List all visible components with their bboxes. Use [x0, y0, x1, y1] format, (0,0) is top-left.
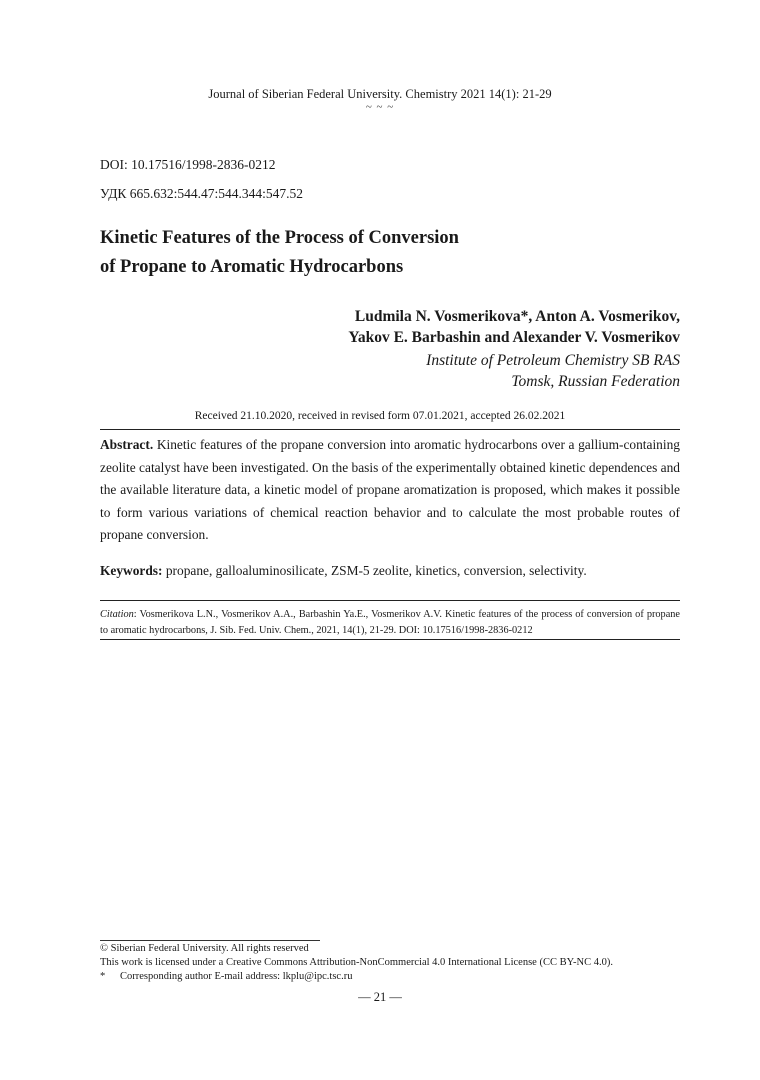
abstract-label: Abstract.	[100, 437, 154, 452]
doi: DOI: 10.17516/1998-2836-0212	[100, 157, 276, 172]
footnote-corresponding	[100, 970, 680, 984]
affiliation-location: Tomsk, Russian Federation	[511, 373, 680, 390]
keywords-label: Keywords:	[100, 563, 163, 578]
citation-top-rule	[100, 600, 680, 601]
footnote-corresponding-text: Corresponding author E-mail address: lkplu@ipc.tsc.ru	[120, 971, 353, 982]
citation-bottom-rule	[100, 639, 680, 640]
page-number: — 21 —	[358, 990, 402, 1004]
authors-line-1: Ludmila N. Vosmerikova*, Anton A. Vosmerikov,	[354, 308, 680, 325]
article-title	[100, 224, 660, 282]
affiliation-institute: Institute of Petroleum Chemistry SB RAS	[426, 352, 680, 369]
footnote-rule	[100, 940, 320, 941]
authors-line-2: Yakov E. Barbashin and Alexander V. Vosmerikov	[348, 329, 680, 346]
authors	[348, 306, 680, 348]
received-dates: Received 21.10.2020, received in revised form 07.01.2021, accepted 26.02.2021	[194, 410, 566, 422]
title-line-1: Kinetic Features of the Process of Conversion	[100, 228, 459, 248]
header-ornament: ~ ~ ~	[365, 101, 395, 113]
title-line-2: of Propane to Aromatic Hydrocarbons	[100, 257, 404, 277]
footnote-copyright: © Siberian Federal University. All rights reserved	[100, 943, 309, 954]
citation-label: Citation	[100, 609, 134, 620]
udk-code: УДК 665.632:544.47:544.344:547.52	[100, 186, 304, 201]
abstract	[100, 434, 680, 547]
citation	[100, 607, 680, 639]
affiliation	[426, 350, 680, 392]
footnote-license: This work is licensed under a Creative Commons Attribution-NonCommercial 4.0 International License (CC BY-NC 4.0).	[100, 957, 613, 968]
keywords	[100, 561, 680, 581]
citation-text: : Vosmerikova L.N., Vosmerikov A.A., Barbashin Ya.E., Vosmerikov A.V. Kinetic features of the process of conversion of propane to aromatic hydrocarbons, J. Sib. Fed. Univ. Chem., 2021, 14(1), 21-29. DOI: 10.17516/1998-2836-0212	[100, 609, 680, 636]
abstract-text: Kinetic features of the propane conversion into aromatic hydrocarbons over a gallium-containing zeolite catalyst have been investigated. On the basis of the experimentally obtained kinetic dependences and the available literature data, a kinetic model of propane aromatization is proposed, which makes it possible to form various variations of chemical reaction behavior and to calculate the most probable routes of propane conversion.	[100, 437, 680, 542]
footnote-asterisk: *	[100, 971, 106, 982]
journal-header: Journal of Siberian Federal University. Chemistry 2021 14(1): 21-29	[208, 87, 552, 101]
abstract-top-rule	[100, 429, 680, 430]
keywords-text: propane, galloaluminosilicate, ZSM-5 zeolite, kinetics, conversion, selectivity.	[165, 563, 587, 578]
